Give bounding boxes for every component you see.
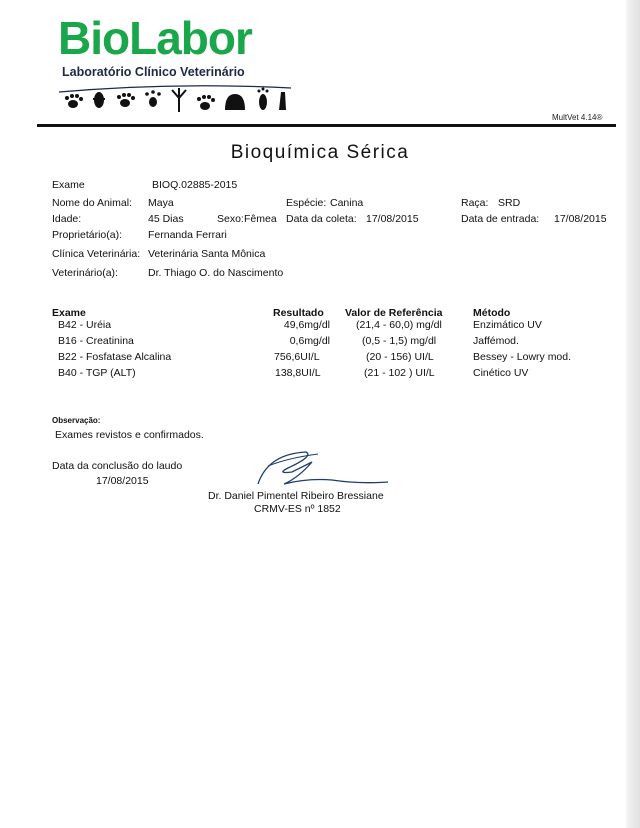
header-divider <box>37 124 616 127</box>
vet-label: Veterinário(a): <box>52 267 118 279</box>
results-header-exam: Exame <box>52 307 86 319</box>
beetle-icon <box>93 92 105 108</box>
table-row-method: Cinético UV <box>473 367 529 379</box>
paw-icon <box>117 93 135 107</box>
bird-foot-icon <box>172 88 186 112</box>
collection-date-value: 17/08/2015 <box>366 213 419 225</box>
table-row-reference: (20 - 156) UI/L <box>366 351 434 363</box>
animal-label: Nome do Animal: <box>52 197 132 209</box>
page-edge <box>626 0 640 828</box>
hoof-icon <box>225 94 245 110</box>
observation-text: Exames revistos e confirmados. <box>55 429 204 441</box>
table-row-method: Enzimático UV <box>473 319 542 331</box>
handwritten-signature <box>248 448 398 496</box>
species-value: Canina <box>330 197 364 209</box>
footprint-icon <box>258 88 269 111</box>
owner-label: Proprietário(a): <box>52 229 123 241</box>
claw-icon <box>145 90 161 107</box>
conclusion-label: Data da conclusão do laudo <box>52 460 183 472</box>
sex-value: Fêmea <box>244 213 277 225</box>
table-row-result: 138,8UI/L <box>275 367 321 379</box>
vet-value: Dr. Thiago O. do Nascimento <box>148 267 284 279</box>
table-row-reference: (0,5 - 1,5) mg/dl <box>362 335 437 347</box>
breed-label: Raça: <box>461 197 489 209</box>
table-row-result: 0,6mg/dl <box>289 335 330 347</box>
logo-animal-tracks <box>55 80 295 116</box>
version-label: MultVet 4.14® <box>552 113 603 122</box>
signature-name: Dr. Daniel Pimentel Ribeiro Bressiane <box>208 490 384 502</box>
results-header-method: Método <box>473 307 511 319</box>
table-row-result: 756,6UI/L <box>274 351 320 363</box>
exam-value: BIOQ.02885-2015 <box>152 179 238 191</box>
observation-label: Observação: <box>52 416 101 425</box>
clinic-label: Clínica Veterinária: <box>52 248 141 260</box>
clinic-value: Veterinária Santa Mônica <box>148 248 266 260</box>
table-row-result: 49,6mg/dl <box>283 319 330 331</box>
table-row-method: Jaffémod. <box>473 335 519 347</box>
table-row-method: Bessey - Lowry mod. <box>473 351 572 363</box>
animal-value: Maya <box>148 197 174 209</box>
table-row-exam: B16 - Creatinina <box>58 335 134 347</box>
table-row-reference: (21,4 - 60,0) mg/dl <box>356 319 442 331</box>
conclusion-date: 17/08/2015 <box>96 475 149 487</box>
species-label: Espécie: <box>286 197 327 209</box>
exam-label: Exame <box>52 179 85 191</box>
table-row-reference: (21 - 102 ) UI/L <box>364 367 435 379</box>
age-label: Idade: <box>52 213 82 225</box>
document-title: Bioquímica Sérica <box>230 142 410 163</box>
hoof-icon <box>279 92 286 110</box>
paw-icon <box>65 94 83 108</box>
table-row-exam: B22 - Fosfatase Alcalina <box>58 351 172 363</box>
logo-title: BioLabor <box>58 12 252 64</box>
paw-icon <box>197 95 215 110</box>
logo-subtitle: Laboratório Clínico Veterinário <box>62 65 245 79</box>
owner-value: Fernanda Ferrari <box>148 229 227 241</box>
results-header-result: Resultado <box>273 307 324 319</box>
sex-label: Sexo: <box>217 213 244 225</box>
results-header-reference: Valor de Referência <box>345 307 443 319</box>
age-value: 45 Dias <box>148 213 184 225</box>
entry-date-value: 17/08/2015 <box>554 213 607 225</box>
entry-date-label: Data de entrada: <box>461 213 540 225</box>
collection-date-label: Data da coleta: <box>286 213 357 225</box>
table-row-exam: B40 - TGP (ALT) <box>58 367 136 379</box>
breed-value: SRD <box>498 197 521 209</box>
table-row-exam: B42 - Uréia <box>58 319 112 331</box>
signature-registration: CRMV-ES nº 1852 <box>254 503 341 515</box>
